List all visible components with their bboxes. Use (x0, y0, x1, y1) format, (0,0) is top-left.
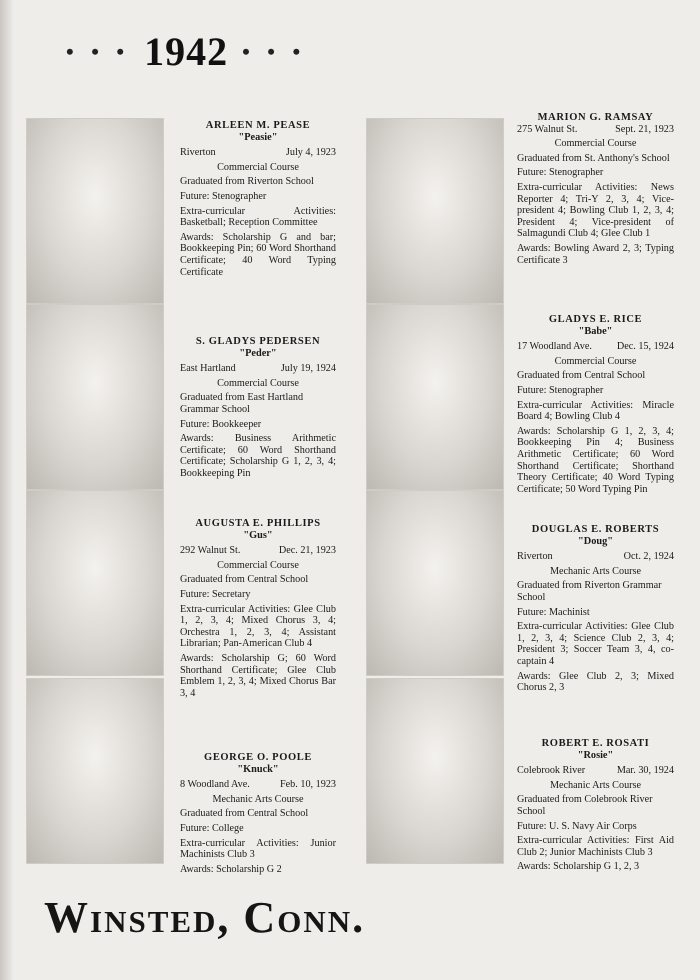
student-graduated: Graduated from Colebrook River School (517, 794, 653, 817)
student-course: Commercial Course (217, 559, 299, 571)
student-activities: Extra-curricular Activities: Basketball; Reception Committee (180, 205, 336, 229)
student-entry (180, 120, 336, 281)
page-year: 1942 (144, 29, 229, 74)
student-awards: Awards: Scholarship G and bar; Bookkeeping Pin; 60 Word Shorthand Certificate; 40 Word Typing Certificate (180, 231, 336, 278)
student-course: Mechanic Arts Course (212, 793, 304, 805)
student-graduated: Graduated from East Hartland Grammar School (180, 392, 304, 415)
student-activities: Extra-curricular Activities: News Reporter 4; Tri-Y 2, 3, 4; Vice-president 4; Bowling Club 1, 2, 3, 4; President 4; Vice-president of Salmagundi Club 4; Glee Club 1 (517, 181, 674, 240)
student-entry (517, 738, 674, 876)
student-course: Commercial Course (217, 377, 299, 389)
student-entry (180, 752, 336, 878)
student-photo (26, 118, 164, 304)
student-nickname: "Rosie" (577, 749, 614, 761)
student-entry (517, 112, 674, 269)
student-future: Future: U. S. Navy Air Corps (517, 820, 637, 832)
student-address: Riverton (517, 551, 553, 563)
student-name: GEORGE O. POOLE (204, 752, 312, 763)
student-photo (26, 490, 164, 676)
student-photo (366, 490, 504, 676)
student-future: Future: Stenographer (180, 190, 267, 202)
header-dots-left: • • • (66, 38, 131, 64)
student-future: Future: Stenographer (517, 167, 604, 179)
student-activities: Extra-curricular Activities: Miracle Board 4; Bowling Club 4 (517, 399, 674, 423)
student-birthdate: Dec. 15, 1924 (616, 341, 674, 353)
student-photo (366, 304, 504, 490)
student-awards: Awards: Scholarship G 2 (180, 863, 282, 875)
student-future: Future: College (180, 822, 244, 834)
student-awards: Awards: Business Arithmetic Certificate; 60 Word Shorthand Certificate; Scholarship G 1, 2, 3, 4; Bookkeeping Pin (180, 433, 336, 479)
student-name: AUGUSTA E. PHILLIPS (195, 518, 321, 529)
student-address: East Hartland (180, 363, 236, 375)
student-awards: Awards: Glee Club 2, 3; Mixed Chorus 2, 3 (517, 670, 674, 694)
student-graduated: Graduated from Riverton Grammar School (517, 580, 662, 603)
student-address: 17 Woodland Ave. (517, 341, 592, 353)
student-course: Commercial Course (554, 355, 637, 367)
student-graduated: Graduated from Central School (180, 574, 309, 586)
student-name: MARION G. RAMSAY (537, 112, 654, 123)
student-address: Colebrook River (517, 765, 586, 777)
student-graduated: Graduated from St. Anthony's School (517, 152, 670, 164)
student-awards: Awards: Scholarship G; 60 Word Shorthand Certificate; Glee Club Emblem 1, 2, 3, 4; Mixed Chorus Bar 3, 4 (180, 652, 336, 699)
student-nickname: "Peder" (239, 347, 277, 359)
student-entry (180, 518, 336, 702)
page-binding-edge (0, 0, 14, 980)
student-future: Future: Secretary (180, 588, 251, 600)
student-name: S. GLADYS PEDERSEN (195, 336, 321, 347)
student-birthdate: Oct. 2, 1924 (623, 551, 674, 563)
student-graduated: Graduated from Riverton School (180, 176, 314, 188)
student-name: ROBERT E. ROSATI (541, 738, 650, 749)
student-entry (180, 336, 336, 483)
student-activities: Extra-curricular Activities: Junior Machinists Club 3 (180, 837, 336, 861)
student-future: Future: Machinist (517, 606, 590, 618)
student-course: Commercial Course (554, 138, 637, 150)
student-entry (517, 314, 674, 498)
student-birthdate: July 4, 1923 (285, 147, 336, 159)
student-photo (26, 304, 164, 490)
page-header (66, 28, 306, 75)
student-photo (366, 678, 504, 864)
student-future: Future: Stenographer (517, 384, 604, 396)
student-birthdate: Sept. 21, 1923 (615, 123, 674, 135)
student-awards: Awards: Bowling Award 2, 3; Typing Certificate 3 (517, 242, 674, 266)
header-dots-right: • • • (242, 38, 307, 64)
student-name: DOUGLAS E. ROBERTS (531, 524, 660, 535)
student-name: GLADYS E. RICE (548, 314, 643, 325)
student-photo (366, 118, 504, 304)
student-nickname: "Gus" (243, 529, 273, 541)
student-course: Commercial Course (217, 161, 299, 173)
student-name: ARLEEN M. PEASE (205, 120, 311, 131)
student-awards: Awards: Scholarship G 1, 2, 3, 4; Bookkeeping Pin 4; Business Arithmetic Certificate; 60 Word Shorthand Certificate; Shorthand Theory Certificate; 40 Word Typing Certificate; 50 Word Typing Pin (517, 425, 674, 495)
student-activities: Extra-curricular Activities: Glee Club 1, 2, 3, 4; Science Club 2, 3, 4; President 3; Soccer Team 3, 4, co-captain 4 (517, 621, 674, 667)
page-footer-place: Winsted, Conn. (44, 893, 366, 942)
student-birthdate: Dec. 21, 1923 (278, 545, 336, 557)
student-awards: Awards: Scholarship G 1, 2, 3 (517, 861, 640, 873)
student-graduated: Graduated from Central School (517, 370, 646, 382)
student-address: Riverton (180, 147, 216, 159)
student-birthdate: Feb. 10, 1923 (279, 779, 336, 791)
student-nickname: "Doug" (578, 535, 613, 547)
student-entry (517, 524, 674, 697)
student-address: 8 Woodland Ave. (180, 779, 250, 791)
student-nickname: "Knuck" (237, 763, 279, 775)
student-activities: Extra-curricular Activities: Glee Club 1, 2, 3, 4; Mixed Chorus 3, 4; Orchestra 1, 2, 3, 4; Assistant Librarian; Pan-American Club 4 (180, 603, 336, 650)
student-graduated: Graduated from Central School (180, 808, 309, 820)
student-course: Mechanic Arts Course (549, 779, 642, 791)
student-nickname: "Babe" (578, 325, 613, 337)
student-nickname: "Peasie" (238, 131, 278, 143)
student-photo (26, 678, 164, 864)
student-birthdate: Mar. 30, 1924 (616, 765, 674, 777)
student-birthdate: July 19, 1924 (280, 363, 336, 375)
student-address: 292 Walnut St. (180, 545, 241, 557)
student-course: Mechanic Arts Course (549, 565, 642, 577)
student-future: Future: Bookkeeper (180, 418, 262, 430)
student-address: 275 Walnut St. (517, 123, 578, 135)
student-activities: Extra-curricular Activities: First Aid Club 2; Junior Machinists Club 3 (517, 835, 674, 858)
